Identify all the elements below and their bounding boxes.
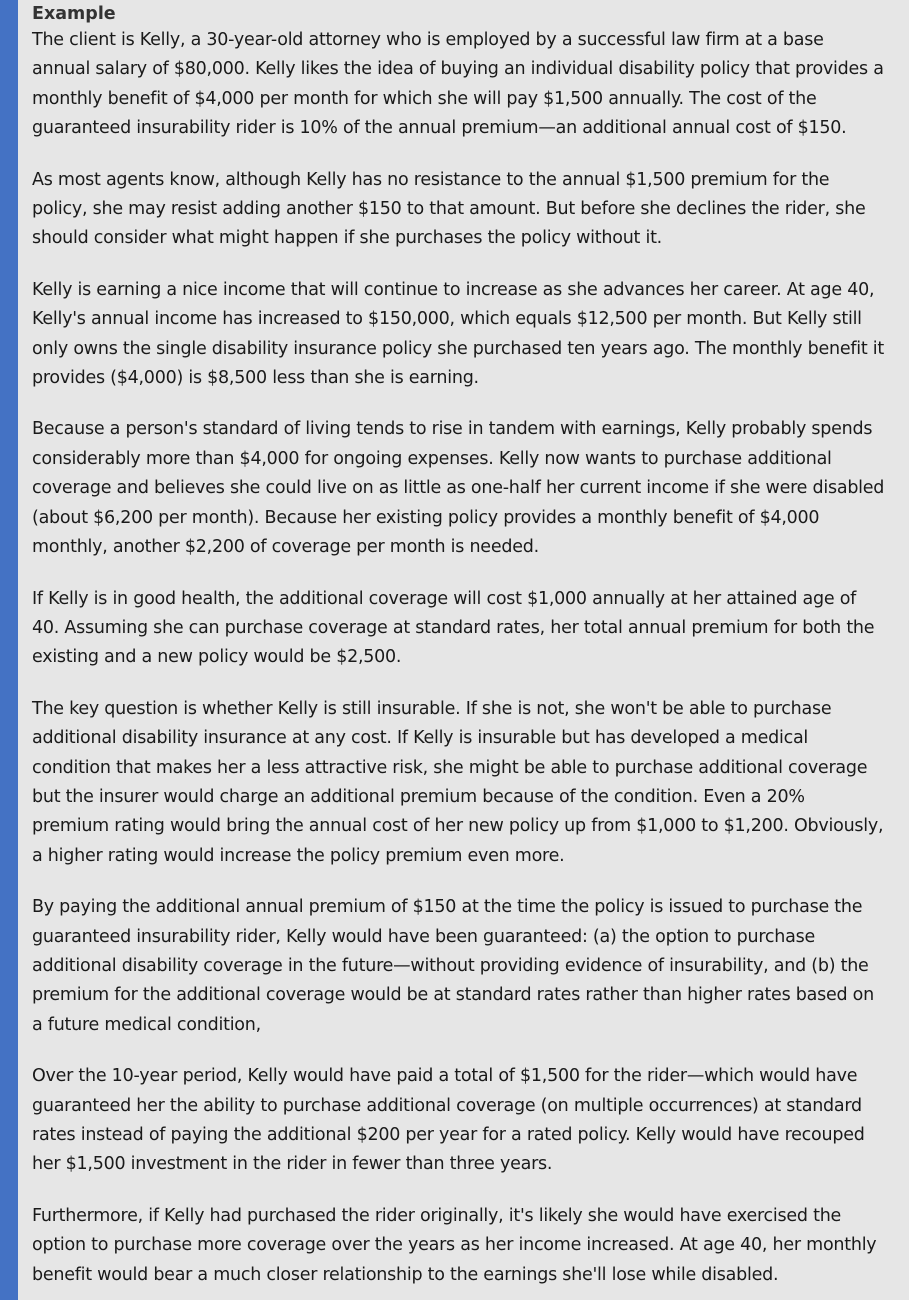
paragraph-conclusion: Furthermore, if Kelly had purchased the rider originally, it's likely she would have exercised the option to purchase more coverage over the years as her income increased. At age 40, her monthly benefit would bear a much closer relationship to the earnings she'll lose while disabled. (32, 1205, 877, 1285)
paragraph-insurability-question: The key question is whether Kelly is still insurable. If she is not, she won't be able to purchase additional disability insurance at any cost. If Kelly is insurable but has developed a medical condition that makes her a less attractive risk, she might be able to purchase additional coverage but the insurer would charge an additional premium because of the condition. Even a 20% premium rating would bring the annual cost of her new policy up from $1,000 to $1,200. Obviously, a higher rating would increase the policy premium even more. (32, 698, 884, 866)
callout-heading: Example (32, 4, 116, 24)
paragraph-ten-year-cost: Over the 10-year period, Kelly would have paid a total of $1,500 for the rider—which would have guaranteed her the ability to purchase additional coverage (on multiple occurrences) at standard rates instead of paying the additional $200 per year for a rated policy. Kelly would have recouped her $1,500 investment in the rider in fewer than three years. (32, 1066, 865, 1175)
paragraph-additional-cost: If Kelly is in good health, the additional coverage will cost $1,000 annually at her attained age of 40. Assuming she can purchase coverage at standard rates, her total annual premium for both the existing and a new policy would be $2,500. (32, 588, 875, 668)
paragraph-standard-of-living: Because a person's standard of living tends to rise in tandem with earnings, Kelly probably spends considerably more than $4,000 for ongoing expenses. Kelly now wants to purchase additional coverage and believes she could live on as little as one-half her current income if she were disabled (about $6,200 per month). Because her existing policy provides a monthly benefit of $4,000 monthly, another $2,200 of coverage per month is needed. (32, 419, 885, 558)
paragraph-rider-resistance: As most agents know, although Kelly has no resistance to the annual $1,500 premium for the policy, she may resist adding another $150 to that amount. But before she declines the rider, she should consider what might happen if she purchases the policy without it. (32, 169, 866, 249)
paragraph-income-growth: Kelly is earning a nice income that will continue to increase as she advances her career. At age 40, Kelly's annual income has increased to $150,000, which equals $12,500 per month. But Kelly still only owns the single disability insurance policy she purchased ten years ago. The monthly benefit it provides ($4,000) is $8,500 less than she is earning. (32, 279, 885, 389)
paragraph-rider-guarantee: By paying the additional annual premium of $150 at the time the policy is issued to purchase the guaranteed insurability rider, Kelly would have been guaranteed: (a) the option to purchase additional disability coverage in the future—without providing evidence of insurability, and (b) the premium for the additional coverage would be at standard rates rather than higher rates based on a future medical condition, (32, 897, 874, 1035)
paragraph-client-intro: The client is Kelly, a 30-year-old attorney who is employed by a successful law firm at a base annual salary of $80,000. Kelly likes the idea of buying an individual disability policy that provides a monthly benefit of $4,000 per month for which she will pay $1,500 annually. The cost of the guaranteed insurability rider is 10% of the annual premium—an additional annual cost of $150. (32, 30, 884, 139)
